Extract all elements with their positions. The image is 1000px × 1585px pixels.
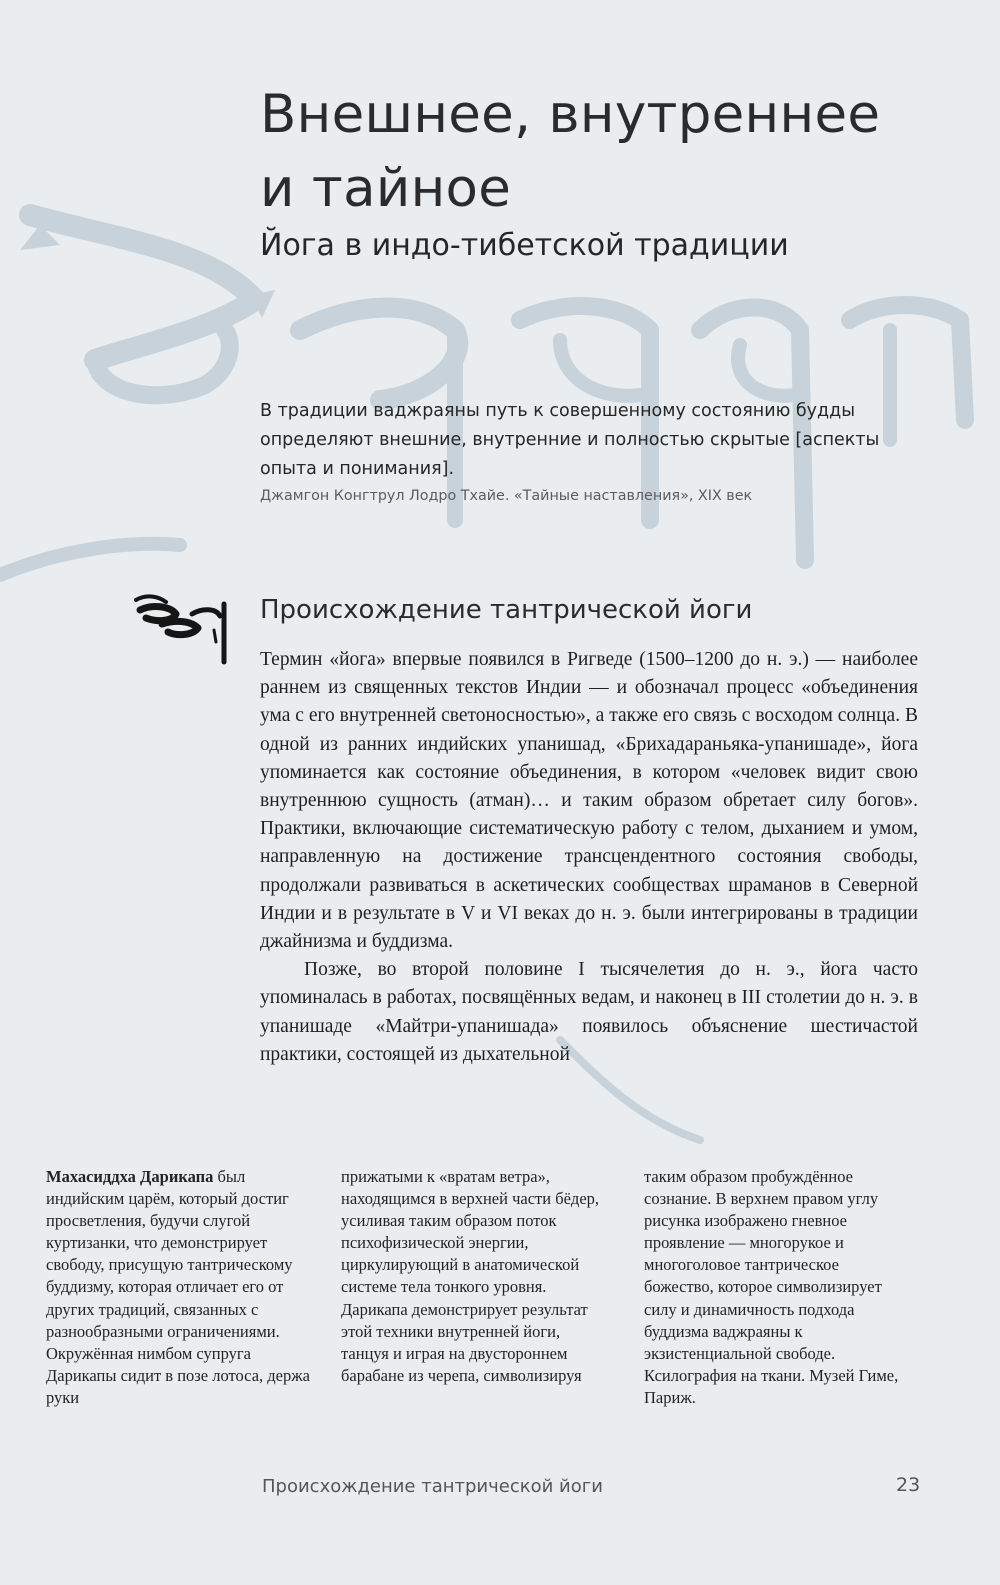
body-paragraph: Позже, во второй половине I тысячелетия до н. э., йога часто упоминалась в работах, посвящённых ведам, и наконец в III столетии до н. э. в упанишаде «Майтри-упанишада» появилось объяснение шестичастой практики, состоящей из дыхательной bbox=[260, 959, 918, 1065]
caption-column-2 bbox=[341, 1166, 609, 1387]
caption-column-1 bbox=[46, 1166, 314, 1409]
tibetan-section-mark-icon bbox=[132, 590, 242, 668]
chapter-title-line2: и тайное bbox=[260, 158, 512, 219]
chapter-title bbox=[260, 78, 960, 226]
body-paragraph: Термин «йога» впервые появился в Ригведе (1500–1200 до н. э.) — наиболее раннем из священных текстов Индии — и обозначал процесс «объединения ума с его внутренней светоносностью», а также его связь с восходом солнца. В одной из ранних индийских упанишад, «Брихадараньяка-упанишаде», йога упоминается как состояние объединения, в котором «человек видит свою внутреннюю сущность (атман)… и таким образом обретает силу богов». Практики, включающие систематическую работу с телом, дыханием и умом, направленную на достижение трансцендентного состояния свободы, продолжали развиваться в аскетических сообществах шраманов в Северной Индии и в результате в V и VI веках до н. э. были интегрированы в традиции джайнизма и буддизма. bbox=[260, 649, 918, 953]
body-text bbox=[260, 646, 918, 1069]
caption-lead: Махасиддха Дарикапа bbox=[46, 1167, 214, 1186]
caption-column-3 bbox=[644, 1166, 912, 1409]
epigraph-text: В традиции ваджраяны путь к совершенному состоянию будды определяют внешние, внутренние и полностью скрытые [аспекты опыта и понимания]. bbox=[260, 401, 880, 479]
caption-text-2: прижатыми к «вратам ветра», находящимся в верхней части бёдер, усиливая таким образом поток психофизической энергии, циркулирующий в анатомической системе тела тонкого уровня. Дарикапа демонстрирует результат этой техники внутренней йоги, танцуя и играя на двустороннем барабане из черепа, символизируя bbox=[341, 1167, 600, 1385]
running-footer-title: Происхождение тантрической йоги bbox=[262, 1476, 603, 1497]
caption-text-3: таким образом пробуждённое сознание. В верхнем правом углу рисунка изображено гневное проявление — многорукое и многоголовое тантрическое божество, которое символизирует силу и динамичность подхода буддизма ваджраяны к экзистенциальной свободе. Ксилография на ткани. Музей Гиме, Париж. bbox=[644, 1167, 899, 1407]
epigraph-source: Джамгон Конгтрул Лодро Тхайе. «Тайные наставления», XIX век bbox=[260, 488, 753, 504]
chapter-subtitle: Йога в индо-тибетской традиции bbox=[260, 228, 789, 263]
caption-text-1: был индийским царём, который достиг просветления, будучи слугой куртизанки, что демонстрирует свободу, присущую тантрическому буддизму, которая отличает его от других традиций, связанных с разнообразными ограничениями. Окружённая нимбом супруга Дарикапы сидит в позе лотоса, держа руки bbox=[46, 1167, 310, 1407]
page-number: 23 bbox=[896, 1474, 921, 1496]
section-heading: Происхождение тантрической йоги bbox=[260, 595, 753, 625]
chapter-title-line1: Внешнее, внутреннее bbox=[260, 84, 881, 145]
